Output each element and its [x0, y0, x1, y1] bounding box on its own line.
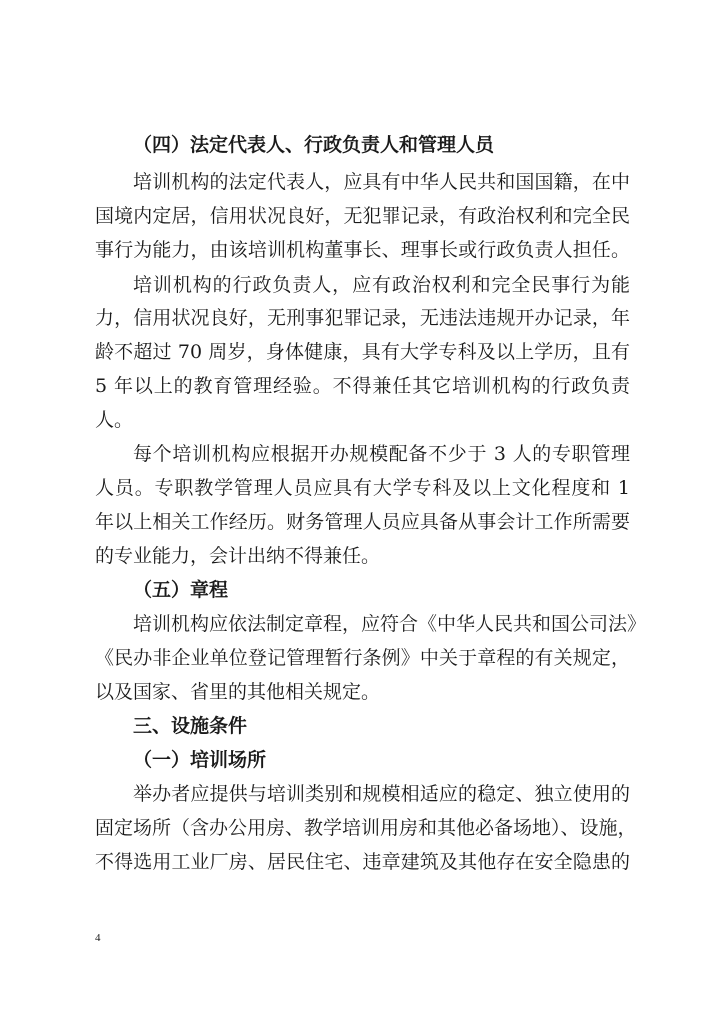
paragraph-line: 的专业能力，会计出纳不得兼任。 [95, 545, 381, 567]
paragraph-line: 每个培训机构应根据开办规模配备不少于 3 人的专职管理 [133, 443, 630, 465]
paragraph-line: 5 年以上的教育管理经验。不得兼任其它培训机构的行政负责 [95, 375, 630, 397]
paragraph-line: 《民办非企业单位登记管理暂行条例》中关于章程的有关规定， [95, 647, 630, 669]
section-heading-legal-representative: （四）法定代表人、行政负责人和管理人员 [133, 134, 495, 156]
paragraph-line: 举办者应提供与培训类别和规模相适应的稳定、独立使用的 [133, 783, 630, 805]
paragraph-line: 培训机构的行政负责人，应有政治权利和完全民事行为能 [133, 274, 630, 296]
paragraph-line: 力，信用状况良好，无刑事犯罪记录，无违法违规开办记录，年 [95, 307, 630, 329]
paragraph-line: 人。 [95, 409, 134, 431]
paragraph-line: 国境内定居，信用状况良好，无犯罪记录，有政治权利和完全民 [95, 205, 630, 227]
page-number: 4 [95, 932, 101, 944]
paragraph-line: 事行为能力，由该培训机构董事长、理事长或行政负责人担任。 [95, 239, 630, 261]
paragraph-line: 培训机构的法定代表人，应具有中华人民共和国国籍，在中 [133, 171, 630, 193]
paragraph-line: 人员。专职教学管理人员应具有大学专科及以上文化程度和 1 [95, 477, 630, 499]
section-heading-charter: （五）章程 [133, 579, 229, 601]
paragraph-line: 龄不超过 70 周岁，身体健康，具有大学专科及以上学历，且有 [95, 341, 630, 363]
paragraph-line: 不得选用工业厂房、居民住宅、违章建筑及其他存在安全隐患的 [95, 851, 630, 873]
paragraph-line: 以及国家、省里的其他相关规定。 [95, 681, 381, 703]
paragraph-line: 年以上相关工作经历。财务管理人员应具备从事会计工作所需要 [95, 511, 630, 533]
paragraph-line: 固定场所（含办公用房、教学培训用房和其他必备场地）、设施， [95, 817, 637, 839]
section-heading-facility-conditions: 三、设施条件 [133, 715, 248, 737]
paragraph-line: 培训机构应依法制定章程，应符合《中华人民共和国公司法》 [133, 613, 647, 635]
section-heading-training-venue: （一）培训场所 [133, 749, 267, 771]
